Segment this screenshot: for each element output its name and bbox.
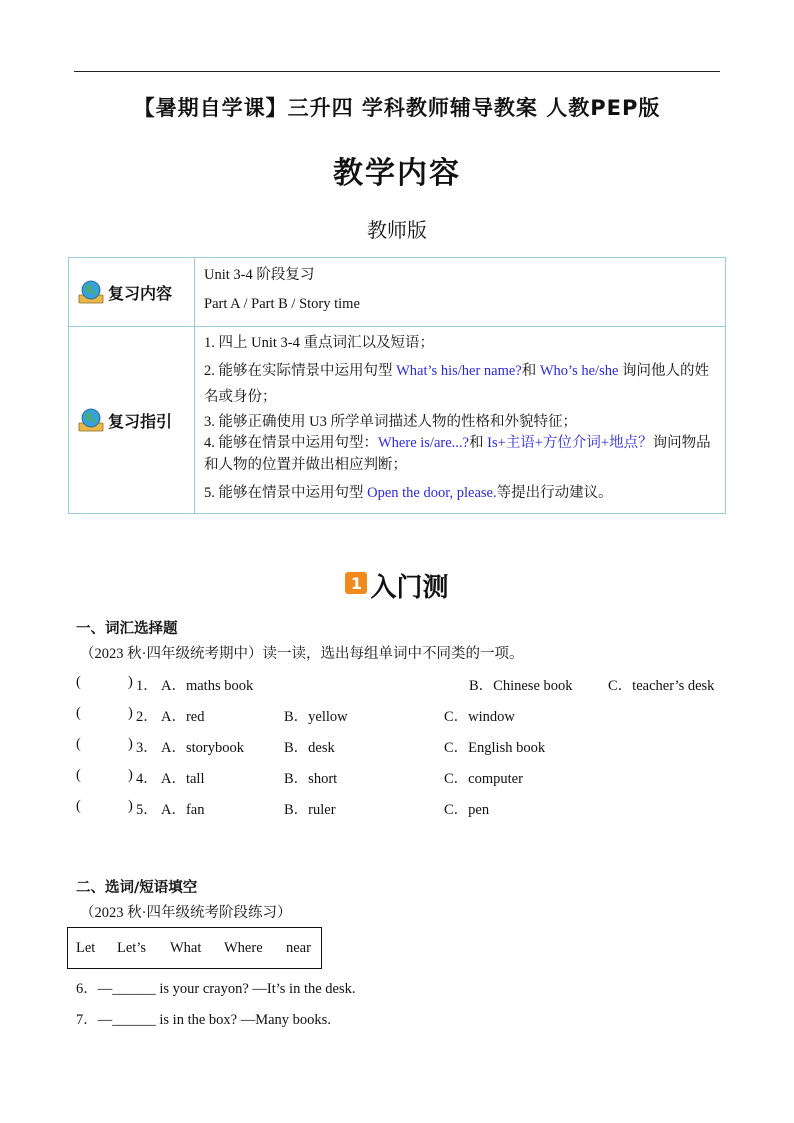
globe-book-icon xyxy=(78,279,104,305)
part2-heading: 二、选词/短语填空 xyxy=(76,880,198,896)
guide-item-1: 1. 四上 Unit 3-4 重点词汇以及短语； xyxy=(204,335,434,351)
guide-item-5: 5. 能够在情景中运用句型 Open the door, please.等提出行动建议。 xyxy=(204,485,613,501)
review-guide-label-cell xyxy=(69,327,195,514)
review-content-label-cell xyxy=(69,258,195,327)
page-title: 教学内容 xyxy=(333,156,461,191)
word-bank-item: Where xyxy=(224,940,263,956)
part1-heading: 一、词汇选择题 xyxy=(76,621,178,637)
section-heading xyxy=(0,565,794,605)
guide-item-2: 2. 能够在实际情景中运用句型 What’s his/her name?和 Who’s he/she 询问他人的姓名或身份； xyxy=(204,363,710,405)
guide-item-4: 4. 能够在情景中运用句型：Where is/are...?和 Is+主语+方位介词+地点？询问物品和人物的位置并做出相应判断； xyxy=(204,435,711,473)
part1-note: （2023 秋·四年级统考期中）读一读，选出每组单词中不同类的一项。 xyxy=(80,646,524,662)
word-bank-item: Let’s xyxy=(117,940,146,956)
word-bank-item: Let xyxy=(76,940,96,956)
question-6: 6．—______ is your crayon? —It’s in the desk. xyxy=(76,981,356,997)
word-bank-box xyxy=(67,927,322,969)
review-info-table xyxy=(68,257,726,514)
edition-label: 教师版 xyxy=(367,218,427,242)
review-guide-cell xyxy=(195,327,726,514)
question-row: ( ) 4． A．tall B．short C．computer xyxy=(76,767,523,787)
document-header: 【暑期自学课】三升四 学科教师辅导教案 人教PEP版 xyxy=(133,96,661,120)
word-bank-item: What xyxy=(170,940,202,956)
top-rule xyxy=(74,71,720,72)
question-7: 7．—______ is in the box? —Many books. xyxy=(76,1012,331,1028)
review-content-label: 复习内容 xyxy=(108,283,173,303)
question-row: ( ) 2． A．red B．yellow C．window xyxy=(76,705,515,725)
review-content-line-1: Unit 3-4 阶段复习 xyxy=(204,267,315,283)
word-bank-item: near xyxy=(286,940,311,956)
part2-note: （2023 秋·四年级统考阶段练习） xyxy=(80,905,292,921)
section-number-badge: 1 xyxy=(345,572,367,594)
question-row: ( ) 1． A．maths book B．Chinese book C．teacher’s desk xyxy=(76,674,715,694)
guide-item-3: 3. 能够正确使用 U3 所学单词描述人物的性格和外貌特征； xyxy=(204,414,577,430)
question-row: ( ) 5． A．fan B．ruler C．pen xyxy=(76,798,490,818)
review-content-cell xyxy=(195,258,726,327)
section-title: 入门测 xyxy=(370,572,449,603)
question-row: ( ) 3． A．storybook B．desk C．English book xyxy=(76,736,546,756)
review-guide-label: 复习指引 xyxy=(108,411,173,431)
review-content-line-2: Part A / Part B / Story time xyxy=(204,296,360,312)
globe-book-icon xyxy=(78,407,104,433)
